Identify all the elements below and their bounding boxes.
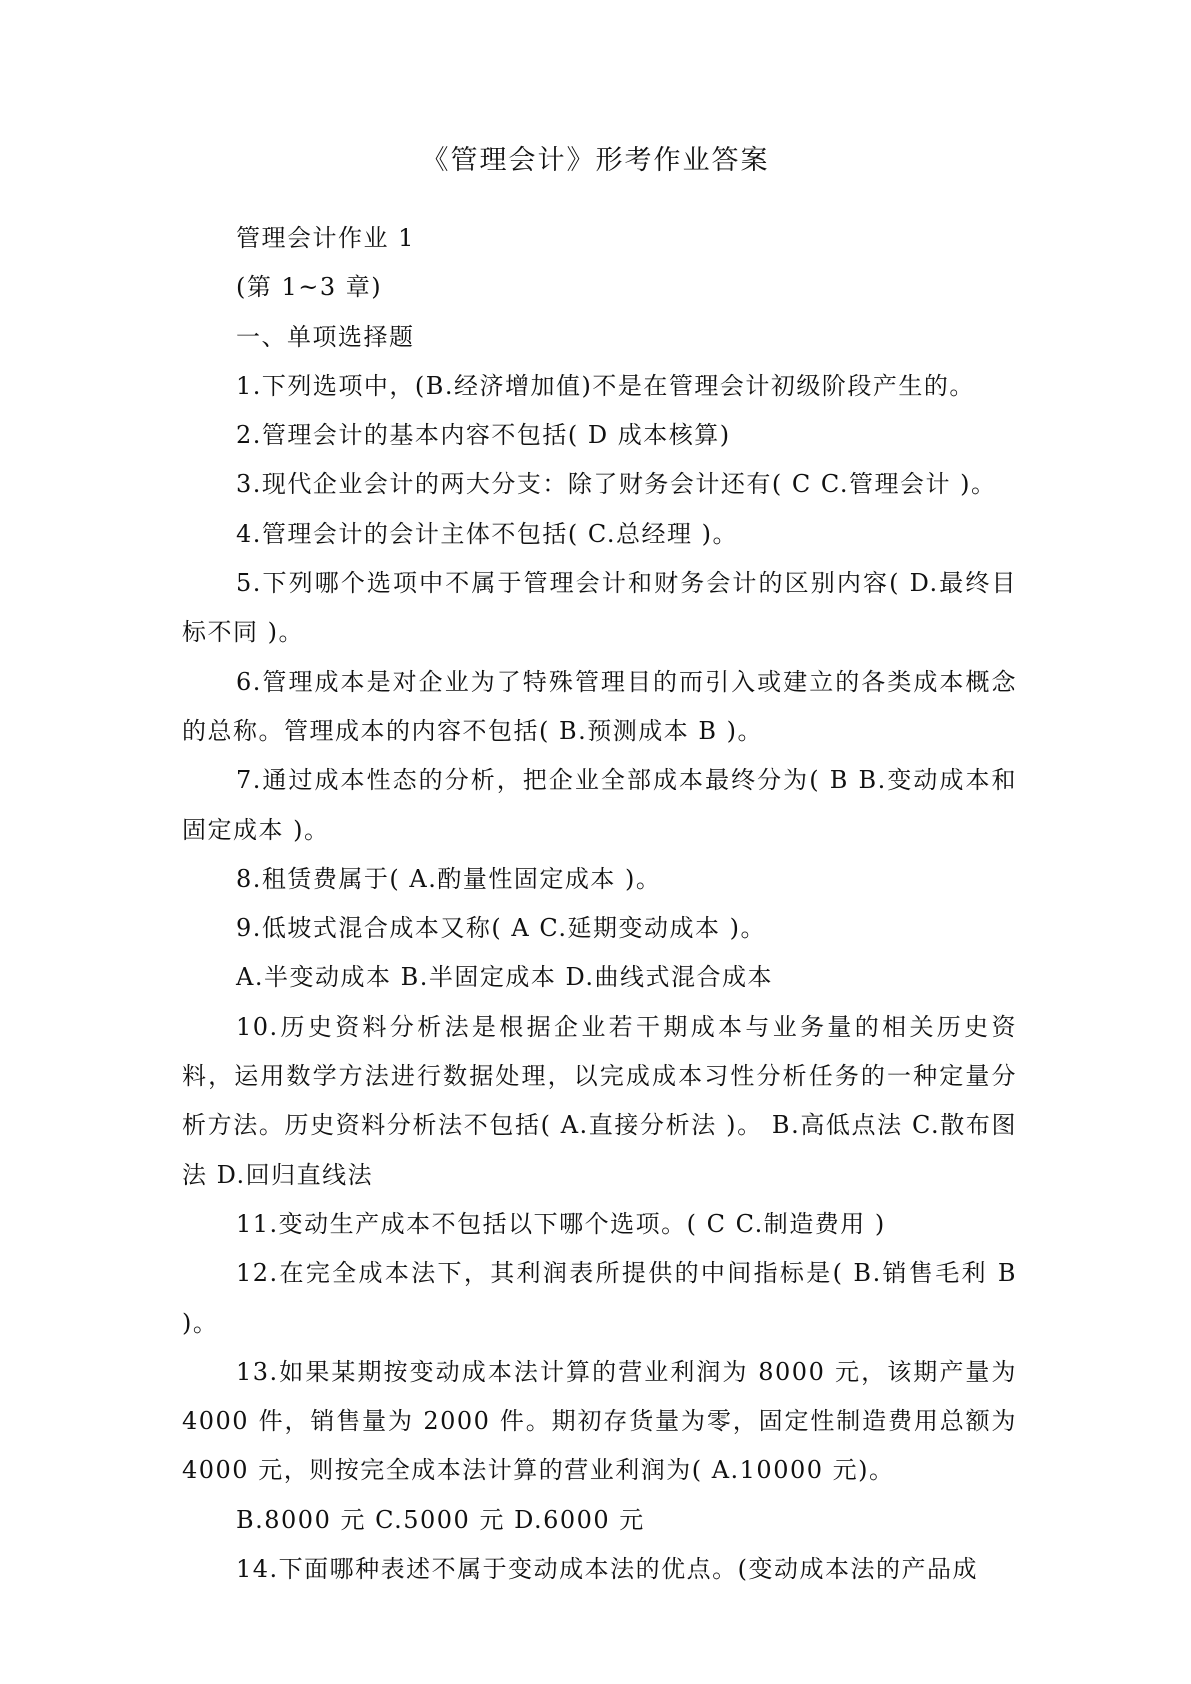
paragraph-question-4: 4.管理会计的会计主体不包括( C.总经理 )。: [236, 519, 739, 548]
paragraph-chapter-range: (第 1~3 章): [236, 273, 383, 302]
paragraph-question-3: 3.现代企业会计的两大分支：除了财务会计还有( C C.管理会计 )。: [236, 470, 997, 499]
paragraph-question-5: 5.下列哪个选项中不属于管理会计和财务会计的区别内容( D.最终目标不同 )。: [182, 569, 1017, 647]
document-title: 《管理会计》形考作业答案: [421, 145, 770, 176]
paragraph-question-13-options: B.8000 元 C.5000 元 D.6000 元: [236, 1505, 645, 1534]
paragraph-question-8: 8.租赁费属于( A.酌量性固定成本 )。: [236, 864, 662, 893]
paragraph-question-6: 6.管理成本是对企业为了特殊管理目的而引入或建立的各类成本概念的总称。管理成本的内容不包括( B.预测成本 B )。: [182, 667, 1017, 745]
paragraph-question-12: 12.在完全成本法下，其利润表所提供的中间指标是( B.销售毛利 B )。: [182, 1259, 1017, 1337]
paragraph-section-heading: 管理会计作业 1: [236, 224, 415, 252]
paragraph-question-9: 9.低坡式混合成本又称( A C.延期变动成本 )。: [236, 914, 766, 943]
paragraph-question-11: 11.变动生产成本不包括以下哪个选项。( C C.制造费用 ): [236, 1209, 886, 1238]
paragraph-question-2: 2.管理会计的基本内容不包括( D 成本核算): [236, 421, 731, 450]
paragraph-question-14: 14.下面哪种表述不属于变动成本法的优点。(变动成本法的产品成: [236, 1555, 979, 1584]
document-body: [182, 214, 1017, 1594]
paragraph-question-9-options: A.半变动成本 B.半固定成本 D.曲线式混合成本: [236, 963, 773, 992]
paragraph-question-1: 1.下列选项中，(B.经济增加值)不是在管理会计初级阶段产生的。: [236, 371, 975, 400]
paragraph-question-type: 一、单项选择题: [236, 322, 415, 351]
paragraph-question-10: 10.历史资料分析法是根据企业若干期成本与业务量的相关历史资料，运用数学方法进行数据处理，以完成成本习性分析任务的一种定量分析方法。历史资料分析法不包括( A.直接分析法 )。 B.高低点法 C.散布图法 D.回归直线法: [182, 1012, 1017, 1189]
paragraph-question-13: 13.如果某期按变动成本法计算的营业利润为 8000 元，该期产量为 4000 件，销售量为 2000 件。期初存货量为零，固定性制造费用总额为 4000 元，则按完全成本法计算的营业利润为( A.10000 元)。: [182, 1357, 1017, 1485]
paragraph-question-7: 7.通过成本性态的分析，把企业全部成本最终分为( B B.变动成本和固定成本 )。: [182, 766, 1017, 844]
